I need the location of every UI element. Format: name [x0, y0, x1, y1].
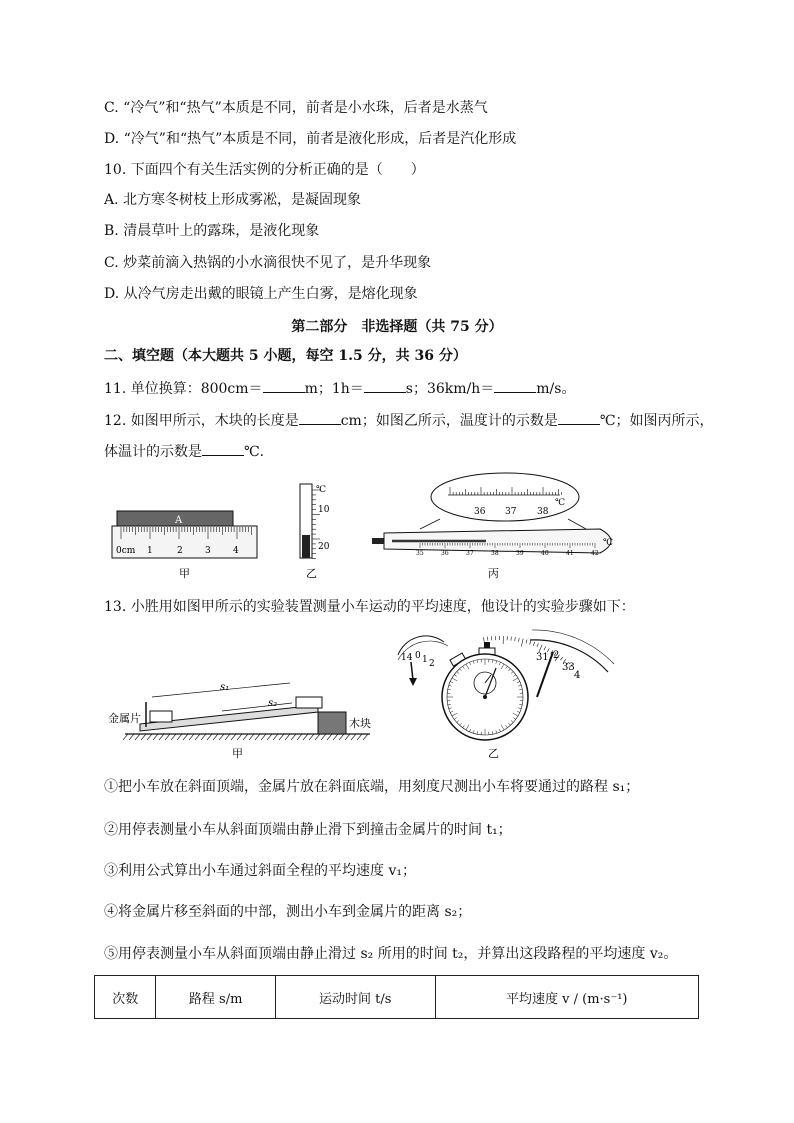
answer-blank	[202, 441, 244, 456]
ground-hatch	[249, 734, 254, 740]
ground-hatch	[279, 734, 284, 740]
step-5: ⑤用停表测量小车从斜面顶端由静止滑过 s₂ 所用的时间 t₂，并算出这段路程的平均速度 v₂。	[104, 946, 678, 962]
ground-hatch	[123, 734, 128, 740]
ground-hatch	[207, 734, 212, 740]
ground-hatch	[273, 734, 278, 740]
thermometer-bulb	[372, 538, 384, 544]
q11-text-4: m/s。	[536, 381, 576, 397]
ground-hatch	[153, 734, 158, 740]
clinical-scale-label: 41	[566, 550, 574, 557]
small-dial-label-1: 1	[422, 655, 428, 665]
q10-option-b: B. 清晨草叶上的露珠，是液化现象	[104, 223, 320, 239]
clinical-scale-label: 35	[416, 550, 424, 557]
big-dial-tick	[537, 643, 538, 647]
step-3: ③利用公式算出小车通过斜面全程的平均速度 v₁；	[104, 863, 416, 879]
small-dial-label-14: 14	[401, 653, 413, 663]
clinical-scale-label: 38	[491, 550, 499, 557]
big-dial-tick	[521, 639, 523, 647]
q12-line-1	[104, 410, 714, 431]
q12-text-3: ℃；如图丙所示，	[599, 413, 714, 429]
q10-option-c: C. 炒菜前滴入热锅的小水滴很快不见了，是升华现象	[104, 255, 432, 271]
q13-stem: 13. 小胜用如图甲所示的实验装置测量小车运动的平均速度，他设计的实验步骤如下：	[104, 599, 635, 615]
figure-12	[0, 470, 794, 585]
ground-hatch	[183, 734, 188, 740]
wood-block-label: 木块	[349, 717, 371, 730]
small-dial-label-0: 0	[415, 651, 421, 661]
caption-jia: 甲	[179, 567, 190, 580]
table-header: 路程 s/m	[156, 976, 276, 1019]
caption-bing: 丙	[488, 567, 499, 580]
thermometer-label-20: 20	[318, 542, 330, 552]
small-cart	[296, 697, 322, 708]
zoom-label-37: 37	[505, 507, 517, 517]
answer-blank	[364, 378, 406, 393]
ground-hatch	[267, 734, 272, 740]
step-4: ④将金属片移至斜面的中部，测出小车到金属片的距离 s₂；	[104, 904, 472, 920]
ground-hatch	[297, 734, 302, 740]
ground-hatch	[201, 734, 206, 740]
big-dial-tick	[560, 657, 562, 660]
small-dial-pointer	[411, 662, 413, 680]
ground-hatch	[261, 734, 266, 740]
ground-hatch	[147, 734, 152, 740]
wood-block	[318, 712, 346, 734]
ground-hatch	[135, 734, 140, 740]
part-two-title: 第二部分 非选择题（共 75 分）	[291, 319, 503, 335]
q12-text-4: 体温计的示数是	[104, 444, 202, 460]
q12-text-5: ℃.	[244, 444, 265, 460]
q10-option-a: A. 北方寒冬树枝上形成雾凇，是凝固现象	[104, 192, 362, 208]
answer-blank	[494, 378, 536, 393]
small-cart-start	[150, 711, 172, 722]
ruler-diagram	[112, 511, 257, 558]
ground-hatch	[357, 734, 362, 740]
ground-hatch	[255, 734, 260, 740]
q12-text-2: cm；如图乙所示，温度计的示数是	[340, 413, 558, 429]
figure-13	[0, 625, 794, 765]
ground-hatch	[333, 734, 338, 740]
answer-blank	[299, 410, 341, 425]
q9-option-d: D. “冷气”和“热气”本质是不同，前者是液化形成，后者是汽化形成	[104, 131, 517, 147]
ruler-label-2: 2	[177, 546, 183, 556]
stopwatch-diagram	[398, 630, 614, 740]
clinical-scale-label: 39	[516, 550, 524, 557]
zoom-unit: ℃	[555, 498, 566, 508]
s1-label: s₁	[220, 682, 230, 693]
thermometer-label-10: 10	[318, 505, 330, 515]
zoom-label-38: 38	[537, 507, 549, 517]
ground-hatch	[213, 734, 218, 740]
ground-hatch	[345, 734, 350, 740]
ground-hatch	[327, 734, 332, 740]
step-2: ②用停表测量小车从斜面顶端由静止滑下到撞击金属片的时间 t₁；	[104, 822, 512, 838]
metal-plate-label: 金属片	[108, 712, 141, 725]
data-table	[94, 975, 699, 1019]
big-dial-label-33: 33	[562, 662, 575, 673]
table-header: 平均速度 v / (m·s⁻¹)	[435, 976, 698, 1019]
q11	[104, 378, 575, 399]
ground-hatch	[363, 734, 368, 740]
clinical-unit: ℃	[603, 538, 614, 548]
table-header: 次数	[95, 976, 156, 1019]
answer-blank	[558, 410, 600, 425]
answer-blank	[263, 378, 305, 393]
block-label: A	[175, 515, 183, 526]
ruler-label-1: 1	[147, 546, 153, 556]
ground-hatch	[171, 734, 176, 740]
big-dial-tick	[533, 642, 534, 646]
q10-stem: 10. 下面四个有关生活实例的分析正确的是（ ）	[104, 162, 425, 178]
ground-hatch	[177, 734, 182, 740]
big-dial-tick	[526, 640, 527, 644]
ground-hatch	[339, 734, 344, 740]
ground-hatch	[129, 734, 134, 740]
big-dial-tick	[530, 641, 531, 645]
ground-hatch	[291, 734, 296, 740]
q10-option-d: D. 从冷气房走出戴的眼镜上产生白雾，是熔化现象	[104, 286, 418, 302]
ground-hatch	[219, 734, 224, 740]
clinical-thermometer-diagram	[372, 473, 613, 557]
ground-hatch	[309, 734, 314, 740]
q12-line-2	[104, 441, 264, 462]
clinical-scale-label: 36	[441, 550, 449, 557]
q11-text-3: s；36km/h＝	[405, 381, 495, 397]
q11-text-2: m；1h＝	[304, 381, 364, 397]
ground-hatch	[315, 734, 320, 740]
ground-hatch	[237, 734, 242, 740]
s2-label: s₂	[268, 698, 278, 709]
incline-diagram	[108, 682, 371, 740]
section-title: 二、填空题（本大题共 5 小题，每空 1.5 分，共 36 分）	[104, 348, 467, 364]
ruler-label-3: 3	[205, 546, 211, 556]
ground-hatch	[231, 734, 236, 740]
zoom-label-36: 36	[474, 507, 486, 517]
thermometer-unit: ℃	[316, 485, 327, 495]
thermometer-liquid	[302, 535, 310, 558]
q9-option-c: C. “冷气”和“热气”本质是不同，前者是小水珠，后者是水蒸气	[104, 100, 488, 116]
ground-hatch	[165, 734, 170, 740]
table-header: 运动时间 t/s	[275, 976, 435, 1019]
q12-text-1: 12. 如图甲所示，木块的长度是	[104, 413, 299, 429]
caption-yi-13: 乙	[488, 747, 499, 760]
ground-hatch	[285, 734, 290, 740]
thermometer-diagram	[300, 484, 330, 559]
caption-yi: 乙	[306, 567, 317, 580]
big-dial-tick	[515, 637, 516, 641]
big-dial-tick	[544, 647, 546, 651]
clinical-scale-label: 42	[591, 550, 599, 557]
big-dial-label-31: 31	[536, 652, 549, 663]
ground-hatch	[243, 734, 248, 740]
table-header-row	[95, 976, 699, 1019]
clinical-scale-label: 37	[466, 550, 474, 557]
big-dial-tick	[519, 638, 520, 642]
q11-text-1: 11. 单位换算：800cm＝	[104, 381, 263, 397]
ground-hatch	[195, 734, 200, 740]
ground-hatch	[189, 734, 194, 740]
ruler-label-4: 4	[233, 546, 239, 556]
ground-hatch	[321, 734, 326, 740]
ground-hatch	[225, 734, 230, 740]
clinical-scale-label: 40	[541, 550, 549, 557]
ruler-label-0: 0cm	[116, 546, 136, 556]
step-1: ①把小车放在斜面顶端，金属片放在斜面底端，用刻度尺测出小车将要通过的路程 s₁；	[104, 779, 640, 795]
big-dial-label-2: 2	[553, 650, 560, 661]
ground-hatch	[351, 734, 356, 740]
ground-hatch	[141, 734, 146, 740]
caption-jia-13: 甲	[232, 747, 243, 760]
small-dial-label-2: 2	[429, 659, 435, 669]
ground-hatch	[159, 734, 164, 740]
big-dial-label-4: 4	[574, 670, 581, 681]
ground-hatch	[303, 734, 308, 740]
